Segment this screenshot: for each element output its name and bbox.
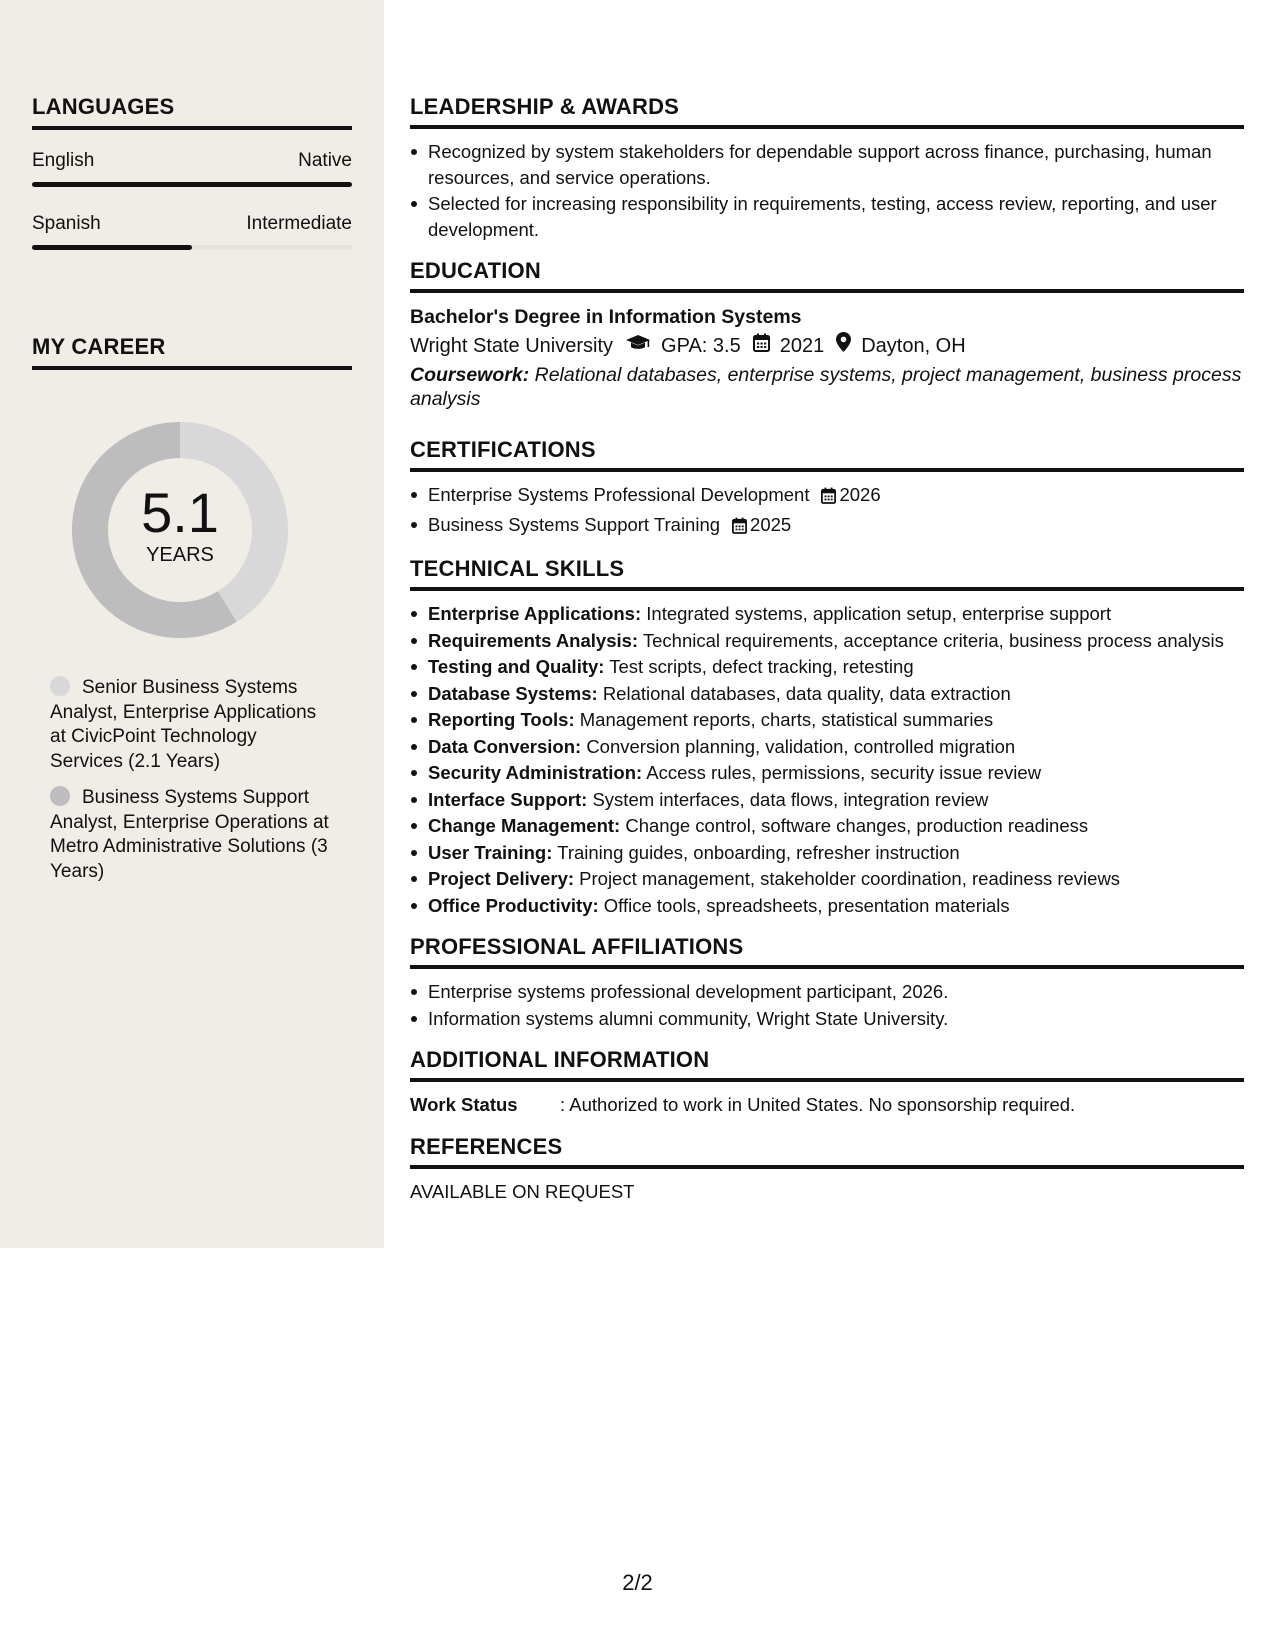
- skill-label: Reporting Tools:: [428, 709, 575, 730]
- skill-label: Data Conversion:: [428, 735, 582, 757]
- additional-info-heading: ADDITIONAL INFORMATION: [410, 1047, 1244, 1082]
- graduation-cap-icon: [625, 331, 651, 361]
- list-item: [410, 512, 1244, 541]
- career-item: [50, 786, 330, 884]
- skills-section: [410, 556, 1244, 918]
- language-level: Native: [298, 150, 352, 171]
- list-item: [410, 893, 1244, 919]
- language-name: English: [32, 150, 95, 171]
- calendar-icon: [753, 331, 770, 361]
- skill-label: Requirements Analysis:: [428, 629, 639, 651]
- skill-text: Integrated systems, application setup, enterprise support: [646, 603, 1112, 624]
- calendar-icon: [821, 485, 836, 511]
- language-proficiency-bar: [32, 245, 352, 250]
- leadership-section: [410, 94, 1244, 242]
- education-meta: [410, 331, 1244, 361]
- career-years-unit: YEARS: [146, 544, 214, 566]
- list-item: Selected for increasing responsibility in requirements, testing, access review, reporting, and user development.: [410, 191, 1244, 242]
- skills-heading: TECHNICAL SKILLS: [410, 556, 1244, 591]
- career-color-dot: [50, 786, 70, 806]
- career-item: [50, 676, 330, 774]
- list-item: [410, 628, 1244, 654]
- list-item: [410, 787, 1244, 813]
- education-section: [410, 258, 1244, 411]
- list-item: Information systems alumni community, Wright State University.: [410, 1006, 1244, 1032]
- language-proficiency-fill: [32, 182, 352, 187]
- skill-label: Testing and Quality:: [428, 656, 605, 677]
- work-status-label: Work Status: [410, 1094, 518, 1115]
- language-name: Spanish: [32, 213, 101, 234]
- skill-text: Change control, software changes, production readiness: [625, 815, 1089, 836]
- career-item-text: Senior Business Systems Analyst, Enterprise Applications at CivicPoint Technology Services (2.1 Years): [50, 677, 317, 772]
- skill-text: Conversion planning, validation, controlled migration: [586, 735, 1016, 757]
- career-color-dot: [50, 676, 70, 696]
- list-item: [410, 760, 1244, 786]
- skill-label: Database Systems:: [428, 682, 598, 704]
- certification-date: [821, 484, 880, 505]
- location-pin-icon: [836, 331, 851, 361]
- affiliations-section: [410, 934, 1244, 1031]
- list-item: [410, 654, 1244, 680]
- affiliations-heading: PROFESSIONAL AFFILIATIONS: [410, 934, 1244, 969]
- career-donut-chart: [66, 416, 294, 644]
- list-item: [410, 866, 1244, 892]
- skill-label: Security Administration:: [428, 762, 643, 783]
- list-item: Recognized by system stakeholders for dependable support across finance, purchasing, human resources, and service operations.: [410, 139, 1244, 190]
- references-heading: REFERENCES: [410, 1134, 1244, 1169]
- graduation-year: 2021: [779, 335, 825, 357]
- skill-text: Training guides, onboarding, refresher instruction: [557, 841, 960, 863]
- skill-text: Office tools, spreadsheets, presentation materials: [603, 894, 1010, 916]
- school-name: Wright State University: [410, 335, 614, 357]
- certification-name: Business Systems Support Training: [428, 513, 721, 535]
- career-item-text: Business Systems Support Analyst, Enterprise Operations at Metro Administrative Solutions (3 Years): [50, 787, 329, 882]
- language-proficiency-bar: [32, 182, 352, 187]
- list-item: [410, 734, 1244, 760]
- language-proficiency-fill: [32, 245, 192, 250]
- skill-text: Management reports, charts, statistical summaries: [579, 709, 994, 730]
- skill-label: Interface Support:: [428, 788, 588, 810]
- skill-label: User Training:: [428, 841, 553, 863]
- calendar-icon: [732, 515, 747, 541]
- main-content: [410, 94, 1244, 1221]
- certification-year: 2026: [839, 484, 881, 505]
- certification-date: [732, 514, 791, 535]
- coursework-label: Coursework:: [410, 364, 530, 386]
- certification-year: 2025: [750, 513, 792, 535]
- list-item: Enterprise systems professional development participant, 2026.: [410, 979, 1244, 1005]
- list-item: [410, 813, 1244, 839]
- certification-name: Enterprise Systems Professional Development: [428, 484, 810, 505]
- career-total-years: 5.1: [141, 481, 219, 544]
- education-heading: EDUCATION: [410, 258, 1244, 293]
- language-item: [32, 213, 352, 250]
- coursework: [410, 363, 1244, 411]
- gpa: GPA: 3.5: [661, 335, 741, 357]
- skill-text: Technical requirements, acceptance criteria, business process analysis: [642, 629, 1224, 651]
- list-item: [410, 601, 1244, 627]
- skill-text: Access rules, permissions, security issue review: [646, 762, 1042, 783]
- career-section: [32, 334, 352, 370]
- page-number: 2/2: [622, 1570, 653, 1595]
- career-heading: MY CAREER: [32, 334, 352, 370]
- references-text: AVAILABLE ON REQUEST: [410, 1181, 635, 1202]
- skill-text: Relational databases, data quality, data extraction: [602, 682, 1011, 704]
- skill-text: System interfaces, data flows, integration review: [592, 788, 989, 810]
- sidebar: [0, 0, 384, 1248]
- career-list: [50, 676, 330, 896]
- leadership-heading: LEADERSHIP & AWARDS: [410, 94, 1244, 129]
- certifications-heading: CERTIFICATIONS: [410, 437, 1244, 472]
- skill-label: Enterprise Applications:: [428, 603, 642, 624]
- work-status-row: [410, 1092, 1244, 1118]
- list-item: [410, 707, 1244, 733]
- language-item: [32, 150, 352, 187]
- language-level: Intermediate: [246, 213, 352, 234]
- languages-heading: LANGUAGES: [32, 94, 352, 130]
- certifications-section: [410, 437, 1244, 540]
- additional-info-section: [410, 1047, 1244, 1118]
- skill-label: Change Management:: [428, 815, 621, 836]
- list-item: [410, 681, 1244, 707]
- work-status-value: : Authorized to work in United States. No sponsorship required.: [560, 1094, 1076, 1115]
- skill-text: Test scripts, defect tracking, retesting: [609, 656, 914, 677]
- skill-text: Project management, stakeholder coordination, readiness reviews: [579, 868, 1121, 889]
- skill-label: Project Delivery:: [428, 868, 575, 889]
- degree-title: Bachelor's Degree in Information Systems: [410, 306, 802, 328]
- school-location: Dayton, OH: [861, 335, 966, 357]
- references-section: [410, 1134, 1244, 1205]
- list-item: [410, 840, 1244, 866]
- skill-label: Office Productivity:: [428, 894, 599, 916]
- list-item: [410, 482, 1244, 511]
- languages-section: [32, 94, 352, 250]
- coursework-text: Relational databases, enterprise systems, project management, business process analysis: [410, 364, 1242, 410]
